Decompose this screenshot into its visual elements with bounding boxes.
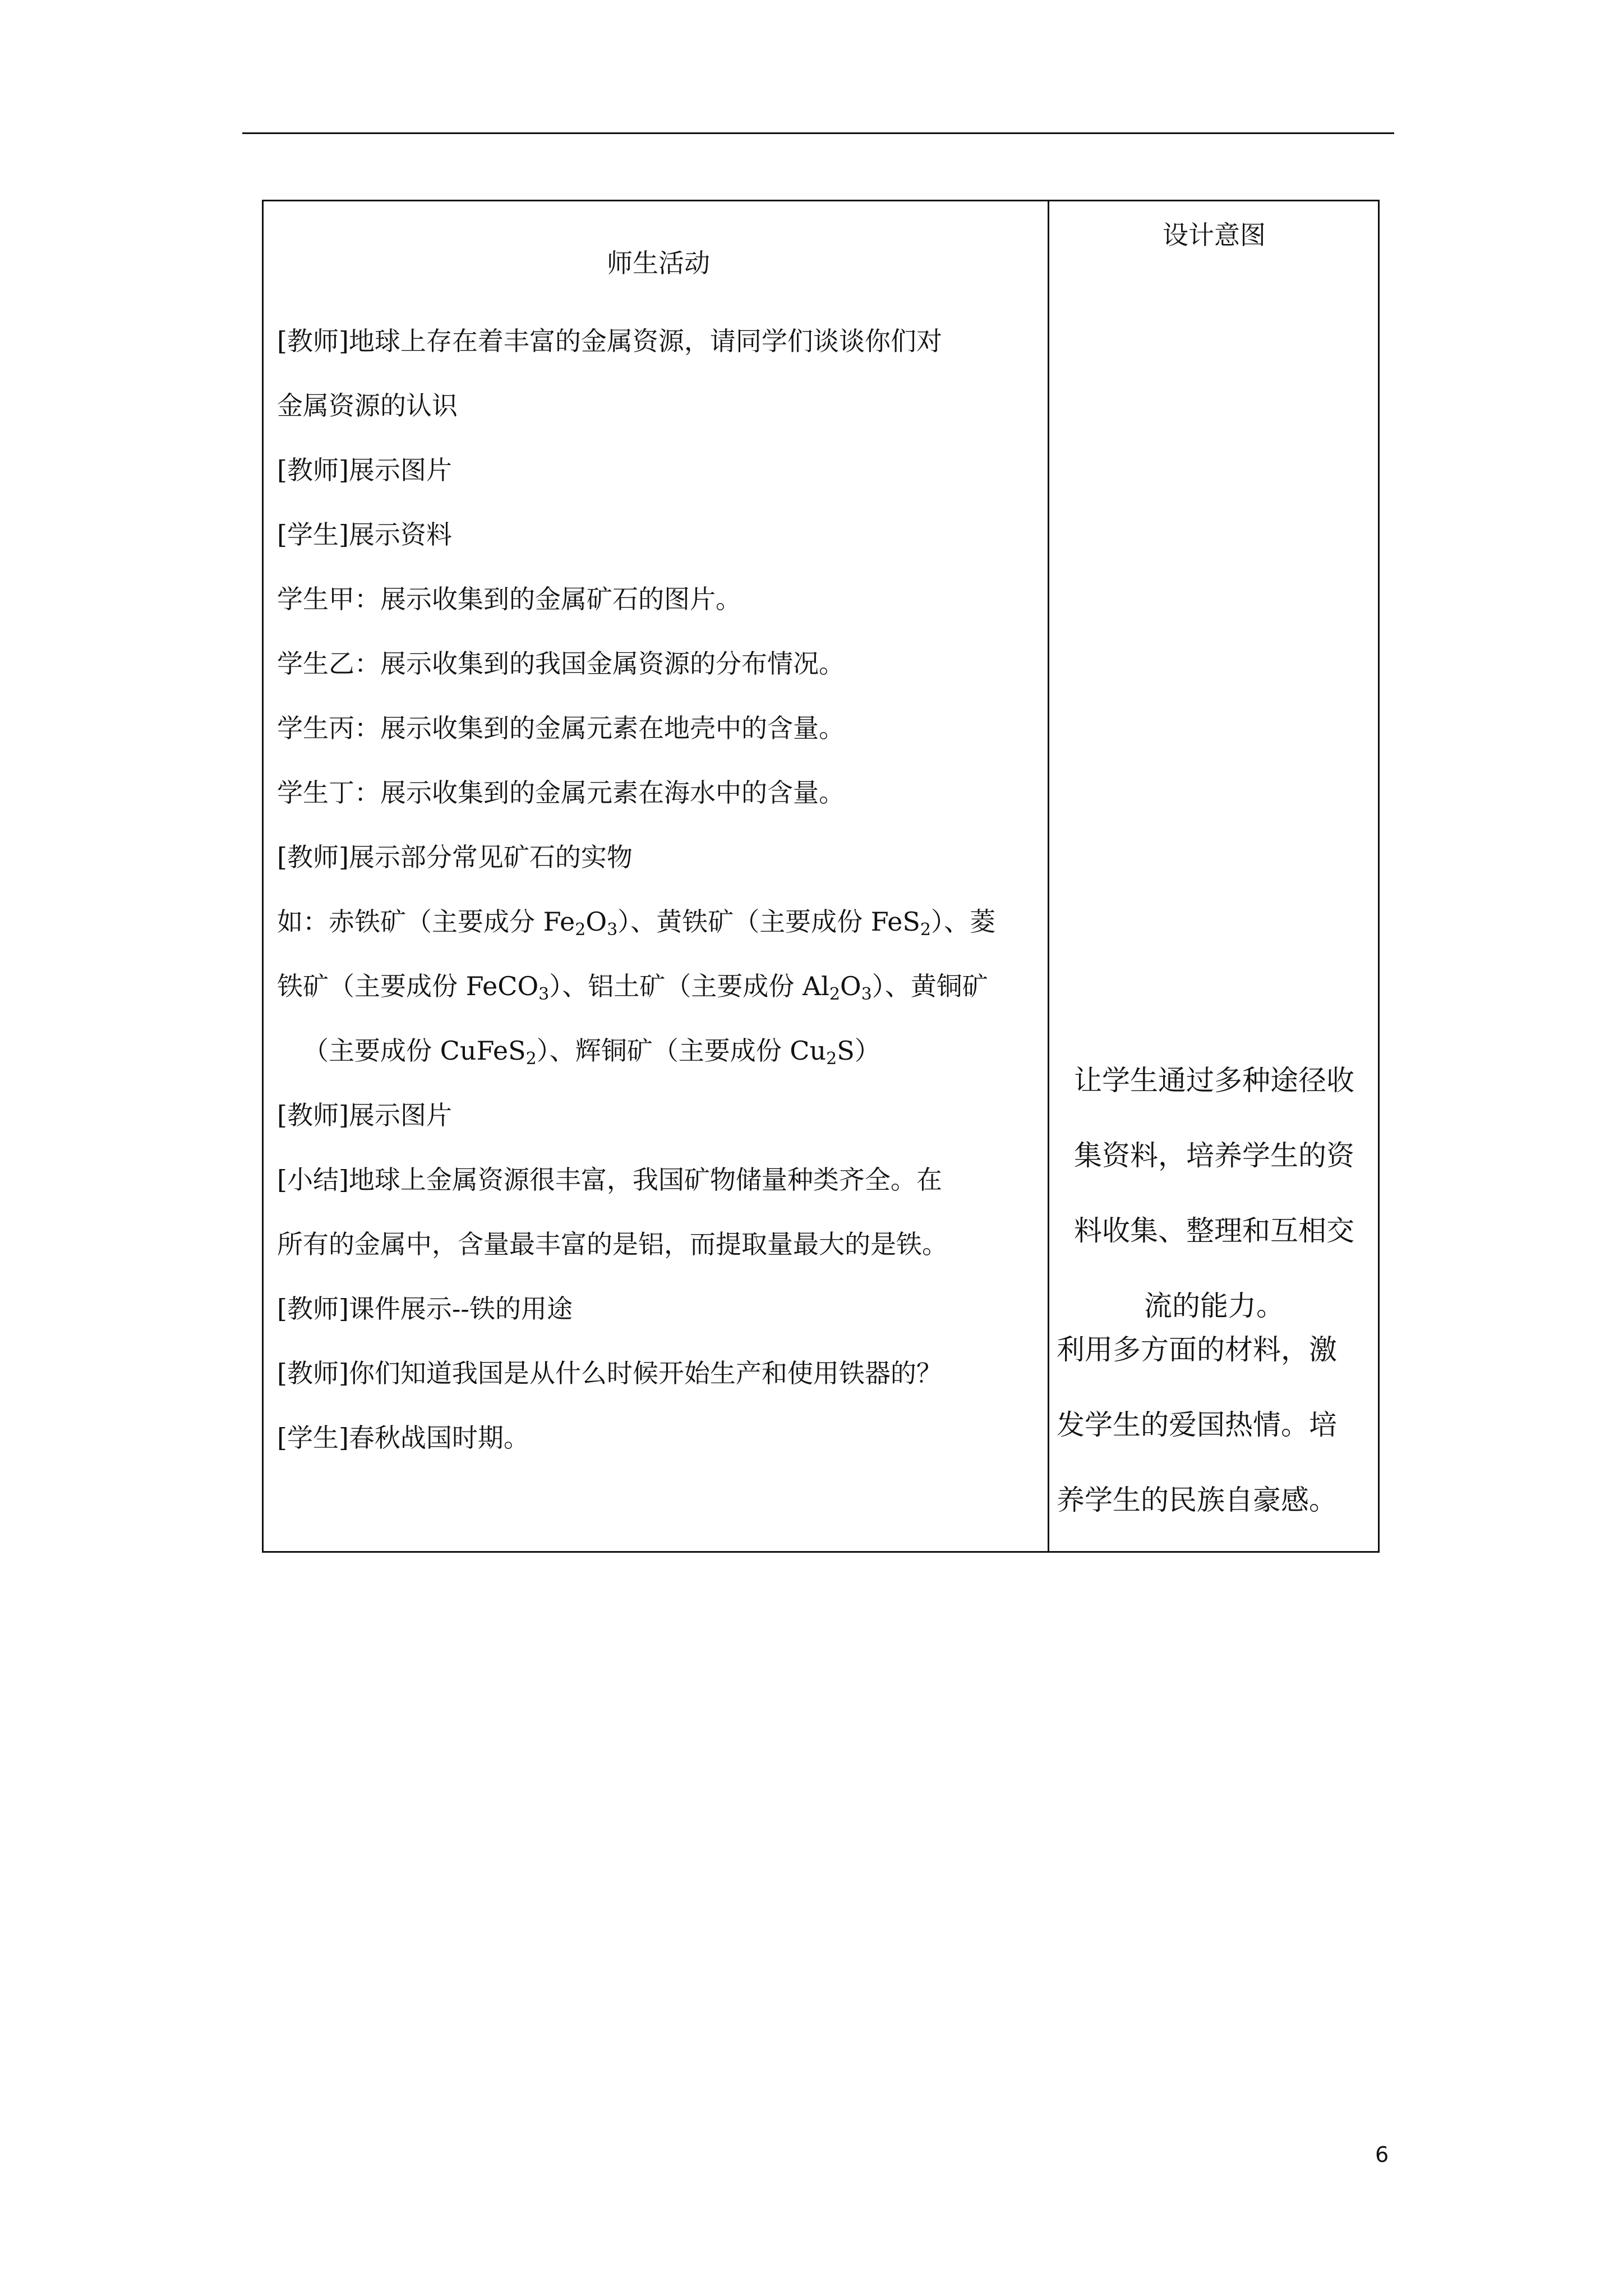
ore-text: （主要成份 CuFeS: [303, 1036, 526, 1066]
subscript: 3: [607, 920, 618, 940]
intent-block-2: [1057, 1312, 1372, 1538]
activity-column-heading: 师生活动: [607, 248, 710, 278]
ore-text: ）、铝土矿（主要成份 Al: [549, 971, 829, 1001]
activity-line: 学生丙：展示收集到的金属元素在地壳中的含量。: [277, 713, 845, 743]
activity-line: 金属资源的认识: [277, 390, 458, 421]
ore-text: 如：赤铁矿（主要成分 Fe: [277, 907, 575, 937]
activity-line: [小结]地球上金属资源很丰富，我国矿物储量种类齐全。在: [277, 1165, 942, 1195]
activity-line: [教师]你们知道我国是从什么时候开始生产和使用铁器的？: [277, 1358, 942, 1388]
subscript: 2: [525, 1049, 537, 1069]
header-rule: [242, 132, 1394, 134]
activity-line: [教师]展示部分常见矿石的实物: [277, 842, 633, 872]
activity-line: [学生]春秋战国时期。: [277, 1423, 529, 1453]
page-number: 6: [1375, 2142, 1389, 2167]
activity-line: 学生甲：展示收集到的金属矿石的图片。: [277, 584, 741, 614]
ore-text: O: [840, 971, 861, 1001]
intent-column-heading: 设计意图: [1163, 220, 1266, 250]
intent-line: 利用多方面的材料，激: [1057, 1333, 1337, 1366]
intent-line: 料收集、整理和互相交: [1074, 1214, 1354, 1247]
activity-line: 学生丁：展示收集到的金属元素在海水中的含量。: [277, 777, 845, 808]
activity-line: [学生]展示资料: [277, 519, 452, 550]
activity-line: [教师]展示图片: [277, 1100, 452, 1130]
subscript: 2: [575, 920, 586, 940]
intent-column: [1057, 201, 1372, 1551]
subscript: 2: [920, 920, 932, 940]
ore-line-1: [277, 890, 1040, 954]
activity-column: [277, 201, 1040, 1551]
ore-text: ）、辉铜矿（主要成份 Cu: [536, 1036, 827, 1066]
subscript: 2: [826, 1049, 837, 1069]
activity-line: [教师]课件展示--铁的用途: [277, 1294, 573, 1324]
ore-text: 铁矿（主要成份 FeCO: [277, 971, 539, 1001]
activity-line: [教师]展示图片: [277, 455, 452, 485]
ore-text: S）: [837, 1036, 880, 1066]
activity-line: 学生乙：展示收集到的我国金属资源的分布情况。: [277, 648, 845, 679]
ore-text: ）、黄铁矿（主要成份 FeS: [617, 907, 920, 937]
subscript: 3: [538, 984, 550, 1004]
lesson-plan-table: [262, 200, 1380, 1553]
subscript: 3: [861, 984, 872, 1004]
intent-line: 养学生的民族自豪感。: [1057, 1484, 1337, 1516]
intent-line: 让学生通过多种途径收: [1074, 1064, 1354, 1097]
subscript: 2: [829, 984, 840, 1004]
intent-line: 发学生的爱国热情。培: [1057, 1409, 1337, 1441]
column-divider: [1048, 201, 1049, 1551]
intent-line: 集资料，培养学生的资: [1074, 1139, 1354, 1172]
activity-lines: [277, 309, 1040, 1470]
ore-text: O: [585, 907, 607, 937]
activity-line: 所有的金属中，含量最丰富的是铝，而提取量最大的是铁。: [277, 1229, 948, 1259]
ore-text: ）、黄铜矿: [872, 971, 988, 1001]
ore-line-2: [277, 954, 1040, 1019]
ore-line-3: [277, 1019, 1040, 1083]
activity-line: [教师]地球上存在着丰富的金属资源，请同学们谈谈你们对: [277, 326, 942, 356]
intent-block-1: [1057, 1043, 1372, 1343]
intent-line: 流的能力。: [1144, 1290, 1284, 1322]
ore-text: ）、菱: [931, 907, 996, 937]
